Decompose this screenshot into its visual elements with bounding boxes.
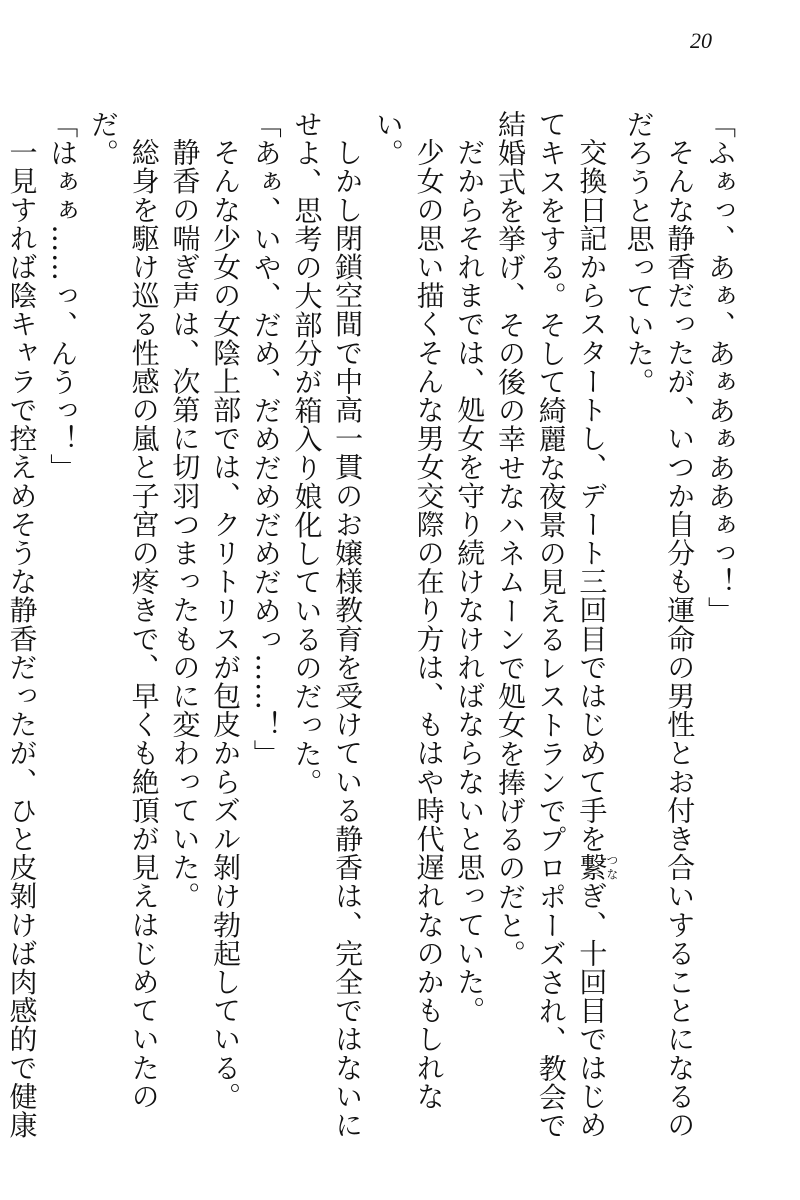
paragraph: しかし閉鎖空間で中高一貫のお嬢様教育を受けている静香は、完全ではないにせよ、思考の大部分が箱入り娘化しているのだった。 <box>290 110 365 1139</box>
dialogue-line: 「あぁ、いや、だめ、だめだめだめだめっ……！」 <box>249 110 283 768</box>
ruby-reading: つな <box>604 853 619 882</box>
paragraph: 一見すれば陰キャラで控えめそうな静香だったが、ひと皮剝けば肉感的で健康 <box>5 138 39 1139</box>
ruby-annotation: 繋つな <box>575 853 619 882</box>
paragraph: そんな少女の女陰上部では、クリトリスが包皮からズル剝け勃起している。 <box>209 138 243 1111</box>
paragraph: 総身を駆け巡る性感の嵐と子宮の疼きで、早くも絶頂が見えはじめていたのだ。 <box>86 110 161 1111</box>
ruby-before: 交換日記からスタートし、デート三回目ではじめて手を <box>575 138 609 853</box>
paragraph: だからそれまでは、処女を守り続けなければならないと思っていた。 <box>453 138 487 1025</box>
page-number: 20 <box>690 28 712 53</box>
ruby-after: ぎ、十回目ではじめてキスをする。そして綺麗な夜景の見えるレストランでプロポーズされ、教会で結婚式を挙げ、その後の幸せなハネムーンで処女を捧げるのだと。 <box>493 110 609 1140</box>
paragraph: 静香の喘ぎ声は、次第に切羽つまったものに変わっていた。 <box>168 138 202 911</box>
dialogue-line: 「はぁぁ……っ、んうっ！」 <box>46 110 80 482</box>
dialogue-line: 「ふぁっ、あぁ、あぁあぁああぁっ！」 <box>704 110 737 625</box>
paragraph: 少女の思い描くそんな男女交際の在り方は、もはや時代遅れなのかもしれない。 <box>371 110 446 1111</box>
body-text <box>5 110 740 1150</box>
paragraph: そんな静香だったが、いつか自分も運命の男性とお付き合いすることになるのだろうと思っていた。 <box>622 110 697 1139</box>
paragraph-with-ruby <box>489 110 618 1150</box>
